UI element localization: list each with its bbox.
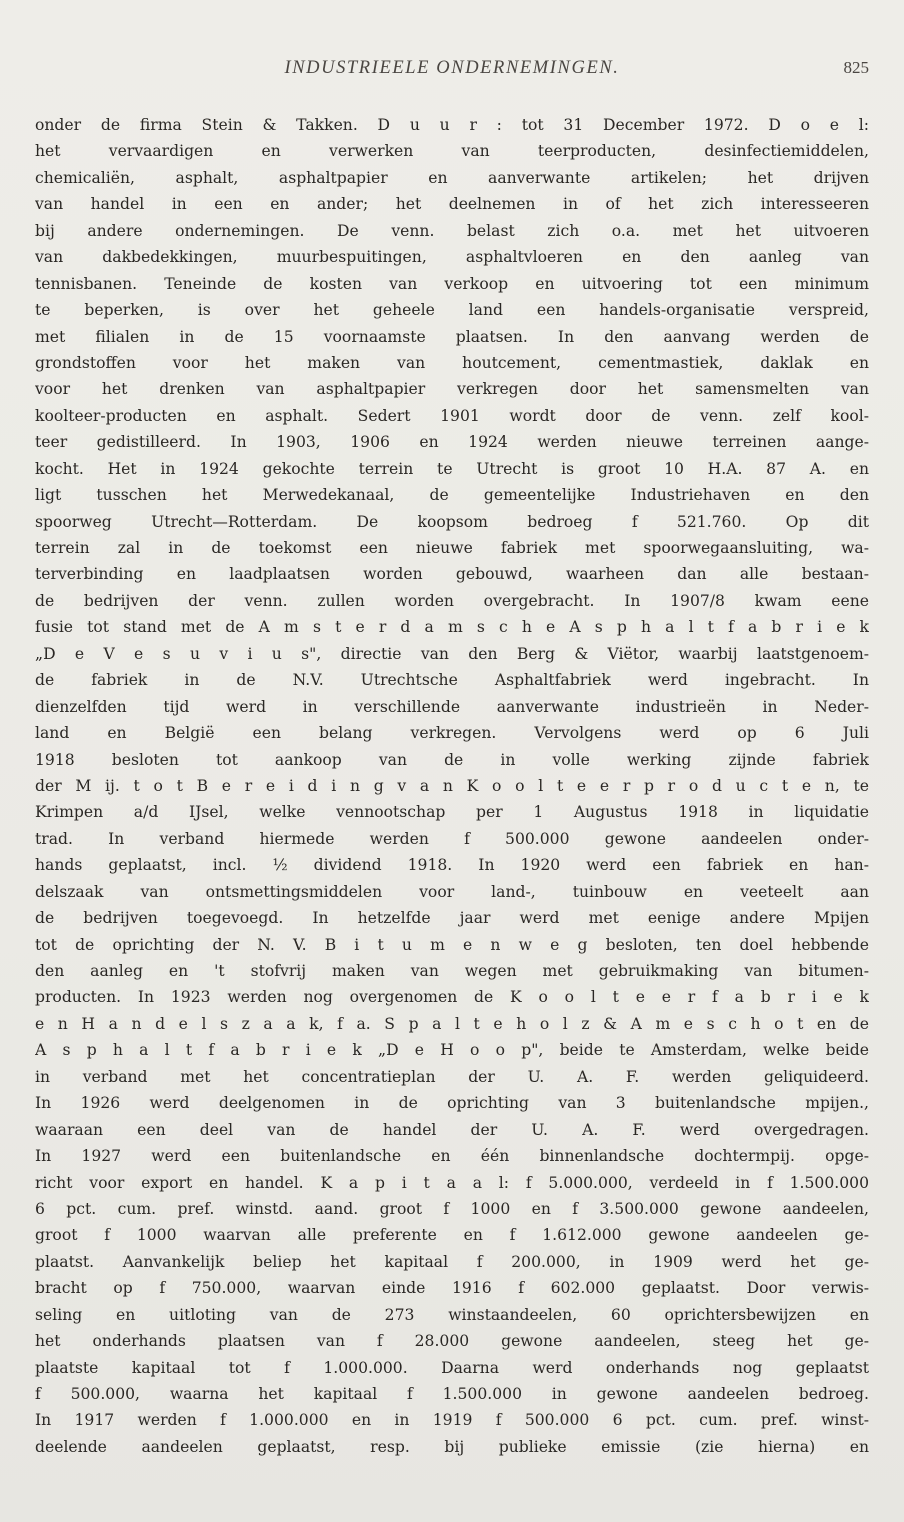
text-line: A s p h a l t f a b r i e k „D e H o o p", beide te Amsterdam, welke beide [35, 1041, 869, 1060]
text-line: land en België een belang verkregen. Vervolgens werd op 6 Juli [35, 724, 869, 743]
text-line: het onderhands plaatsen van f 28.000 gewone aandeelen, steeg het ge- [35, 1332, 869, 1351]
text-line: f 500.000, waarna het kapitaal f 1.500.000 in gewone aandeelen bedroeg. [35, 1385, 869, 1403]
page-header [35, 58, 869, 86]
text-line: bracht op f 750.000, waarvan einde 1916 f 602.000 geplaatst. Door verwis- [35, 1279, 869, 1298]
text-line: van dakbedekkingen, muurbespuitingen, asphaltvloeren en den aanleg van [35, 248, 869, 267]
text-line: plaatst. Aanvankelijk beliep het kapitaal f 200.000, in 1909 werd het ge- [35, 1252, 869, 1271]
text-line: groot f 1000 waarvan alle preferente en f 1.612.000 gewone aandeelen ge- [35, 1226, 869, 1245]
text-line: de fabriek in de N.V. Utrechtsche Asphaltfabriek werd ingebracht. In [35, 671, 869, 690]
body-paragraph [35, 112, 869, 1460]
text-line: hands geplaatst, incl. ½ dividend 1918. In 1920 werd een fabriek en han- [35, 856, 869, 875]
text-line: plaatste kapitaal tot f 1.000.000. Daarna werd onderhands nog geplaatst [35, 1358, 869, 1377]
text-line: producten. In 1923 werden nog overgenomen de K o o l t e e r f a b r i e k [35, 988, 869, 1007]
text-line: In 1917 werden f 1.000.000 en in 1919 f 500.000 6 pct. cum. pref. winst- [35, 1411, 869, 1430]
text-line: In 1926 werd deelgenomen in de oprichting van 3 buitenlandsche mpijen., [35, 1094, 869, 1113]
text-line: 1918 besloten tot aankoop van de in volle werking zijnde fabriek [35, 750, 869, 769]
text-line: kocht. Het in 1924 gekochte terrein te Utrecht is groot 10 H.A. 87 A. en [35, 459, 869, 478]
text-line: tot de oprichting der N. V. B i t u m e n w e g besloten, ten doel hebbende [35, 935, 869, 954]
text-line: In 1927 werd een buitenlandsche en één binnenlandsche dochtermpij. opge- [35, 1147, 869, 1166]
text-line: bij andere ondernemingen. De venn. belast zich o.a. met het uitvoeren [35, 221, 869, 240]
text-line: onder de firma Stein & Takken. D u u r : tot 31 December 1972. D o e l: [35, 116, 869, 134]
page-number: 825 [843, 58, 869, 77]
running-title: INDUSTRIEELE ONDERNEMINGEN. [284, 58, 620, 78]
text-line: der M ij. t o t B e r e i d i n g v a n K o o l t e e r p r o d u c t e n, te [35, 776, 869, 795]
text-line: het vervaardigen en verwerken van teerproducten, desinfectiemiddelen, [35, 142, 869, 161]
text-line: e n H a n d e l s z a a k, f a. S p a l t e h o l z & A m e s c h o t en de [35, 1014, 869, 1033]
text-line: delszaak van ontsmettingsmiddelen voor land-, tuinbouw en veeteelt aan [35, 882, 869, 901]
text-line: met filialen in de 15 voornaamste plaatsen. In den aanvang werden de [35, 327, 869, 346]
text-line: teer gedistilleerd. In 1903, 1906 en 1924 werden nieuwe terreinen aange- [35, 433, 869, 452]
text-line: chemicaliën, asphalt, asphaltpapier en aanverwante artikelen; het drijven [35, 168, 869, 187]
text-line: dienzelfden tijd werd in verschillende aanverwante industrieën in Neder- [35, 697, 869, 716]
text-line: deelende aandeelen geplaatst, resp. bij publieke emissie (zie hierna) en [35, 1437, 869, 1456]
text-line: te beperken, is over het geheele land een handels-organisatie verspreid, [35, 301, 869, 320]
text-line: ligt tusschen het Merwedekanaal, de gemeentelijke Industriehaven en den [35, 486, 869, 505]
text-line: in verband met het concentratieplan der U. A. F. werden geliquideerd. [35, 1067, 869, 1086]
text-line: fusie tot stand met de A m s t e r d a m s c h e A s p h a l t f a b r i e k [35, 618, 869, 637]
text-line: voor het drenken van asphaltpapier verkregen door het samensmelten van [35, 380, 869, 399]
text-line: de bedrijven der venn. zullen worden overgebracht. In 1907/8 kwam eene [35, 591, 869, 610]
text-line: van handel in een en ander; het deelnemen in of het zich interesseeren [35, 195, 869, 214]
text-line: terverbinding en laadplaatsen worden gebouwd, waarheen dan alle bestaan- [35, 565, 869, 584]
text-line: tennisbanen. Teneinde de kosten van verkoop en uitvoering tot een minimum [35, 274, 869, 293]
text-line: „D e V e s u v i u s", directie van den Berg & Viëtor, waarbij laatstgenoem- [35, 644, 869, 663]
text-line: 6 pct. cum. pref. winstd. aand. groot f 1000 en f 3.500.000 gewone aandeelen, [35, 1199, 869, 1218]
text-line: Krimpen a/d IJsel, welke vennootschap per 1 Augustus 1918 in liquidatie [35, 803, 869, 822]
text-line: koolteer-producten en asphalt. Sedert 1901 wordt door de venn. zelf kool- [35, 406, 869, 425]
text-line: de bedrijven toegevoegd. In hetzelfde jaar werd met eenige andere Mpijen [35, 909, 869, 928]
text-line: den aanleg en 't stofvrij maken van wegen met gebruikmaking van bitumen- [35, 962, 869, 980]
text-line: seling en uitloting van de 273 winstaandeelen, 60 oprichtersbewijzen en [35, 1305, 869, 1324]
text-line: terrein zal in de toekomst een nieuwe fabriek met spoorwegaansluiting, wa- [35, 539, 869, 557]
text-line: trad. In verband hiermede werden f 500.000 gewone aandeelen onder- [35, 829, 869, 848]
text-line: spoorweg Utrecht—Rotterdam. De koopsom bedroeg f 521.760. Op dit [35, 512, 869, 531]
text-line: richt voor export en handel. K a p i t a a l: f 5.000.000, verdeeld in f 1.500.000 [35, 1173, 869, 1192]
text-line: grondstoffen voor het maken van houtcement, cementmastiek, daklak en [35, 353, 869, 372]
text-line: waaraan een deel van de handel der U. A. F. werd overgedragen. [35, 1120, 869, 1139]
